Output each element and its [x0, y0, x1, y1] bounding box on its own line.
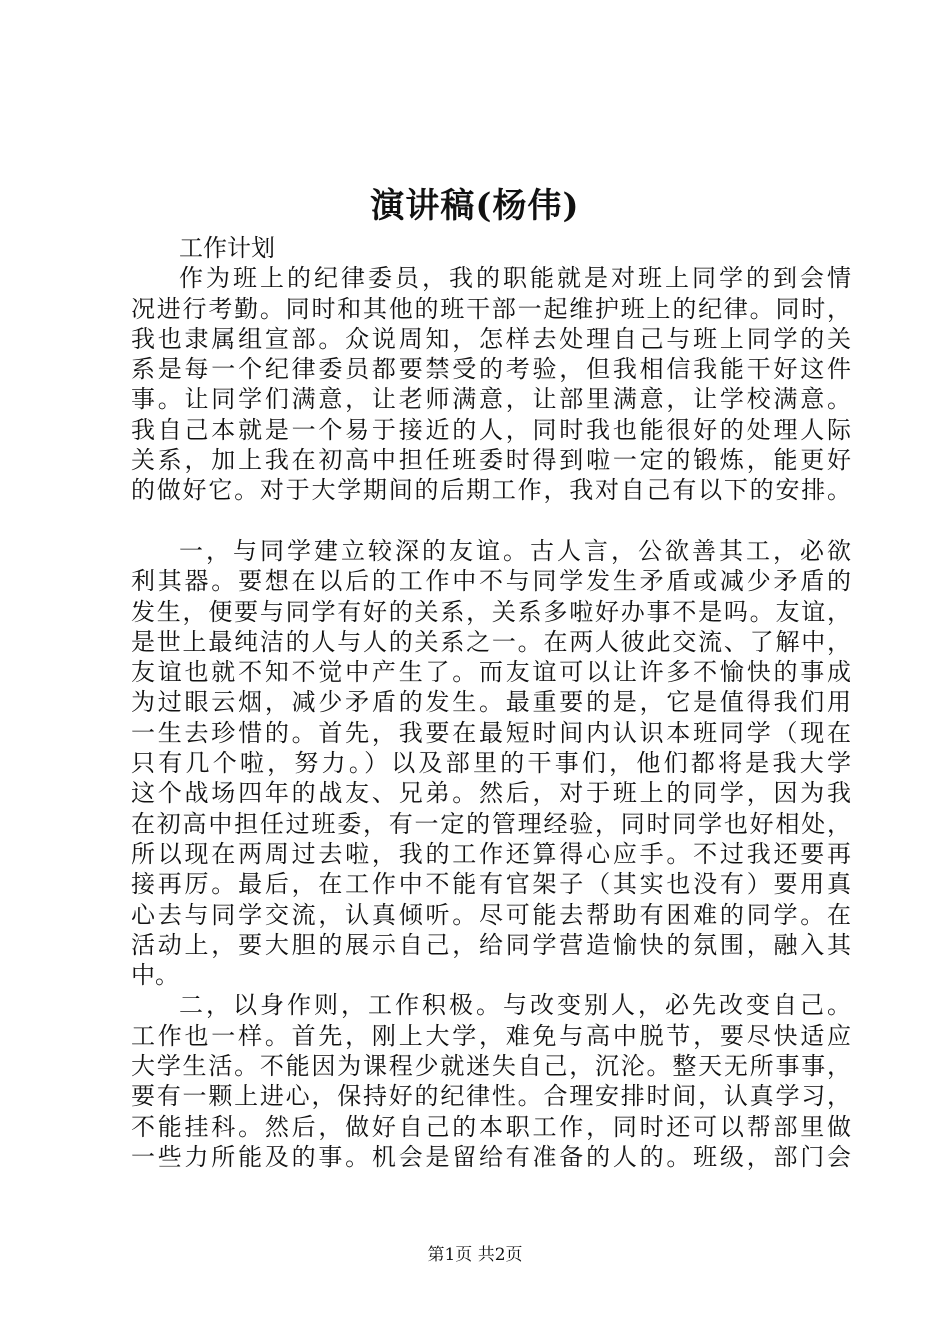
- text-line: 这个战场四年的战友、兄弟。然后，对于班上的同学，因为我: [131, 779, 851, 808]
- text-line: 况进行考勤。同时和其他的班干部一起维护班上的纪律。同时，: [131, 294, 851, 323]
- text-line: 友谊也就不知不觉中产生了。而友谊可以让许多不愉快的事成: [131, 658, 851, 687]
- text-line: 利其器。要想在以后的工作中不与同学发生矛盾或减少矛盾的: [131, 567, 851, 596]
- text-line: 一，与同学建立较深的友谊。古人言，公欲善其工，必欲: [179, 536, 851, 565]
- text-line: 我自己本就是一个易于接近的人，同时我也能很好的处理人际: [131, 415, 851, 444]
- text-line: 中。: [131, 961, 179, 990]
- text-line: 关系，加上我在初高中担任班委时得到啦一定的锻炼，能更好: [131, 446, 851, 475]
- text-line: 事。让同学们满意，让老师满意，让部里满意，让学校满意。: [131, 385, 851, 414]
- document-body: [131, 233, 851, 1172]
- text-line: 活动上，要大胆的展示自己，给同学营造愉快的氛围，融入其: [131, 930, 851, 959]
- text-line: 二，以身作则，工作积极。与改变别人，必先改变自己。: [179, 991, 851, 1020]
- text-line: 发生，便要与同学有好的关系，关系多啦好办事不是吗。友谊，: [131, 597, 851, 626]
- text-line: 大学生活。不能因为课程少就迷失自己，沉沦。整天无所事事，: [131, 1052, 851, 1081]
- section-heading: 工作计划: [179, 234, 275, 262]
- text-line: 心去与同学交流，认真倾听。尽可能去帮助有困难的同学。在: [131, 900, 851, 929]
- paragraph-gap: [131, 506, 851, 536]
- text-line: 在初高中担任过班委，有一定的管理经验，同时同学也好相处，: [131, 809, 851, 838]
- text-line: 所以现在两周过去啦，我的工作还算得心应手。不过我还要再: [131, 839, 851, 868]
- text-line: 系是每一个纪律委员都要禁受的考验，但我相信我能干好这件: [131, 355, 851, 384]
- text-line: 工作也一样。首先，刚上大学，难免与高中脱节，要尽快适应: [131, 1021, 851, 1050]
- text-line: 不能挂科。然后，做好自己的本职工作，同时还可以帮部里做: [131, 1112, 851, 1141]
- text-line: 一些力所能及的事。机会是留给有准备的人的。班级，部门会: [131, 1142, 851, 1171]
- text-line: 的做好它。对于大学期间的后期工作，我对自己有以下的安排。: [131, 476, 851, 505]
- paragraph-2: [131, 536, 851, 990]
- text-line: 我也隶属组宣部。众说周知，怎样去处理自己与班上同学的关: [131, 324, 851, 353]
- text-line: 为过眼云烟，减少矛盾的发生。最重要的是，它是值得我们用: [131, 688, 851, 717]
- paragraph-3: [131, 990, 851, 1172]
- text-line: 接再厉。最后，在工作中不能有官架子（其实也没有）要用真: [131, 870, 851, 899]
- text-line: 作为班上的纪律委员，我的职能就是对班上同学的到会情: [179, 264, 851, 293]
- text-line: 要有一颗上进心，保持好的纪律性。合理安排时间，认真学习，: [131, 1082, 851, 1111]
- page-number-footer: 第1页 共2页: [427, 1245, 523, 1265]
- text-line: 只有几个啦，努力。）以及部里的干事们，他们都将是我大学: [131, 749, 851, 778]
- document-title: 演讲稿(杨伟): [370, 186, 580, 226]
- text-line: 一生去珍惜的。首先，我要在最短时间内认识本班同学（现在: [131, 718, 851, 747]
- text-line: 是世上最纯洁的人与人的关系之一。在两人彼此交流、了解中，: [131, 627, 851, 656]
- paragraph-1: [131, 263, 851, 505]
